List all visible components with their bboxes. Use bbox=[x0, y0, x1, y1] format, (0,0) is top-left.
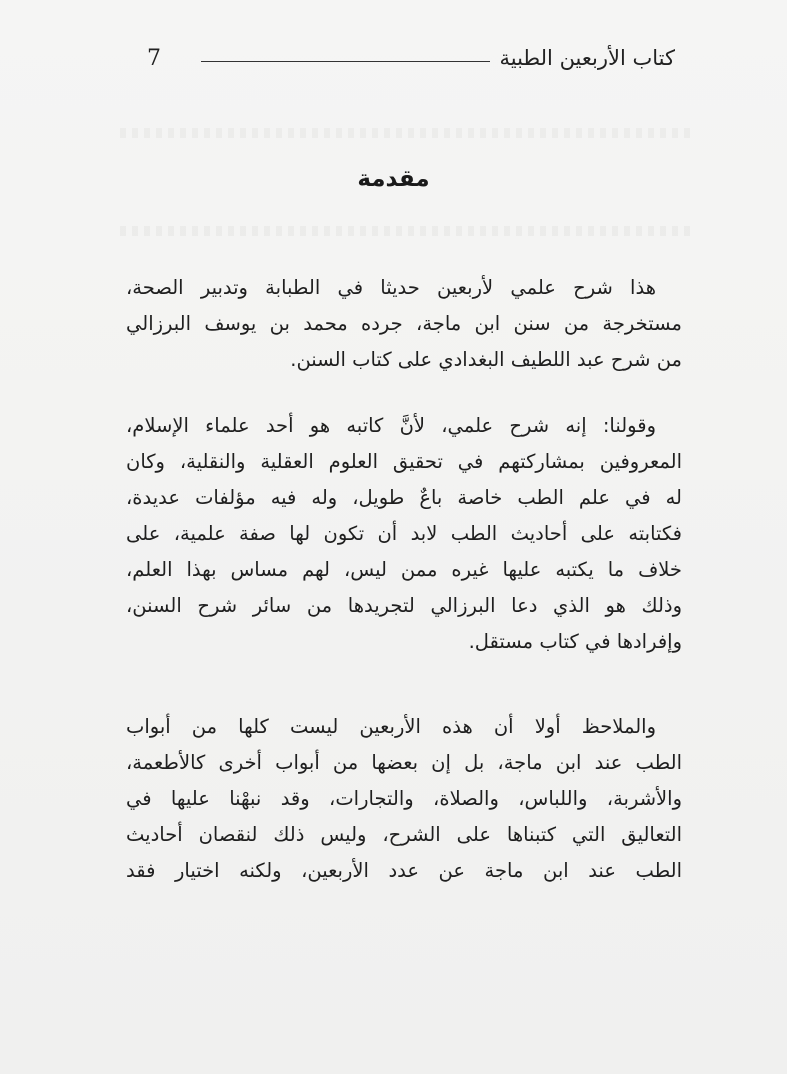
page-number: 7 bbox=[147, 45, 161, 71]
text-line: وذلك هو الذي دعا البرزالي لتجريدها من سائر شرح السنن، bbox=[126, 594, 682, 617]
running-book-title: كتاب الأربعين الطبية bbox=[499, 46, 675, 70]
text-line: وقولنا: إنه شرح علمي، لأنَّ كاتبه هو أحد علماء الإسلام، bbox=[126, 414, 656, 437]
text-line: هذا شرح علمي لأربعين حديثا في الطبابة وتدبير الصحة، bbox=[126, 276, 656, 299]
text-line: له في علم الطب خاصة باعٌ طويل، وله فيه مؤلفات عديدة، bbox=[126, 486, 682, 509]
text-line: الطب عند ابن ماجة عن عدد الأربعين، ولكنه اختيار فقد bbox=[126, 859, 682, 882]
text-line: فكتابته على أحاديث الطب لابد أن تكون لها صفة علمية، على bbox=[126, 522, 682, 545]
text-line: والملاحظ أولا أن هذه الأربعين ليست كلها من أبواب bbox=[126, 715, 656, 738]
show-through-texture bbox=[120, 128, 690, 138]
text-line: المعروفين بمشاركتهم في تحقيق العلوم العقلية والنقلية، وكان bbox=[126, 450, 682, 473]
text-line: خلاف ما يكتبه عليها غيره ممن ليس، لهم مساس بهذا العلم، bbox=[126, 558, 682, 581]
section-title: مقدمة bbox=[357, 166, 430, 192]
header-rule bbox=[201, 61, 490, 62]
text-line: من شرح عبد اللطيف البغدادي على كتاب السنن. bbox=[290, 348, 682, 371]
paragraph bbox=[126, 709, 682, 889]
running-header bbox=[135, 40, 675, 76]
text-line: والأشربة، واللباس، والصلاة، والتجارات، وقد نبهْنا عليها في bbox=[126, 787, 682, 810]
show-through-texture bbox=[120, 226, 690, 236]
text-line: التعاليق التي كتبناها على الشرح، وليس ذلك لنقصان أحاديث bbox=[126, 823, 682, 846]
paragraph bbox=[126, 270, 682, 378]
text-line: الطب عند ابن ماجة، بل إن بعضها من أبواب أخرى كالأطعمة، bbox=[126, 751, 682, 774]
text-line: مستخرجة من سنن ابن ماجة، جرده محمد بن يوسف البرزالي bbox=[126, 312, 682, 335]
paragraph bbox=[126, 408, 682, 660]
text-line: وإفرادها في كتاب مستقل. bbox=[468, 630, 682, 653]
